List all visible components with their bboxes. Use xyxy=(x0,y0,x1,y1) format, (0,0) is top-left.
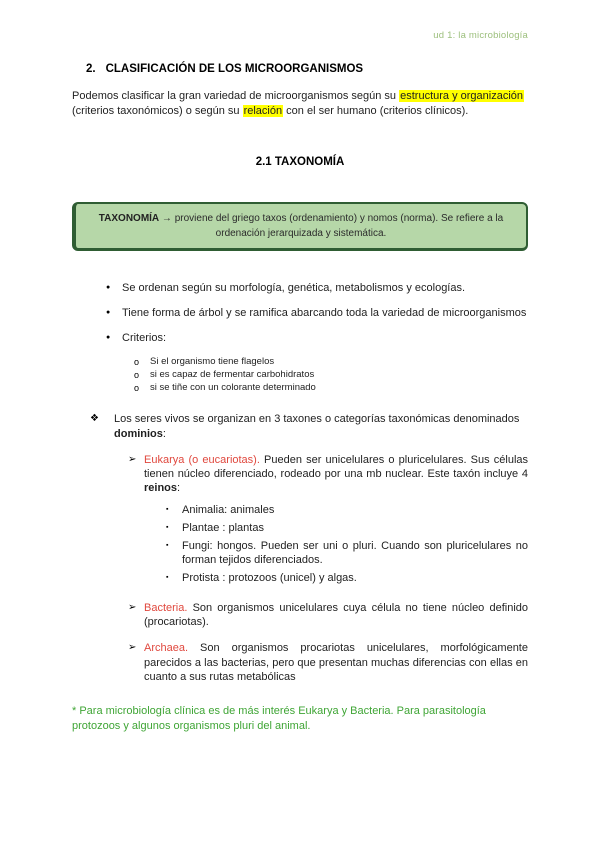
kingdom-item-text: Protista : protozoos (unicel) y algas. xyxy=(182,572,357,585)
list-item-text: Tiene forma de árbol y se ramifica abarcando toda la variedad de microorganismos xyxy=(122,307,527,320)
bullet-circle-icon: o xyxy=(134,370,140,381)
domain-archaea-description: Son organismos procariotas unicelulares, morfológicamente parecidos a las bacterias, pero que presentan muchas diferencias con ellas en cuanto a sus rutas metabólicas xyxy=(144,642,528,683)
list-item-criteria xyxy=(106,331,528,345)
kingdom-plantae-item xyxy=(166,521,528,535)
domain-bacteria-name: Bacteria. xyxy=(144,602,188,615)
arrow-bullet-icon: ➢ xyxy=(128,642,137,654)
domain-bacteria-text xyxy=(144,601,528,629)
intro-text-3: con el ser humano (criterios clínicos). xyxy=(283,104,469,117)
footnote: * Para microbiología clínica es de más interés Eukarya y Bacteria. Para parasitología protozoos y algunos organismos pluri del animal. xyxy=(72,704,486,733)
sublist-item-carbohydrates xyxy=(134,369,528,381)
bullet-circle-icon: o xyxy=(134,383,140,394)
highlight-structure-organization: estructura y organización xyxy=(400,90,524,102)
list-item-ordering xyxy=(106,281,528,295)
diamond-bullet-icon: ❖ xyxy=(90,413,99,425)
kingdom-item-text: Animalia: animales xyxy=(182,503,275,516)
square-bullet-icon: ▪ xyxy=(166,542,169,550)
sublist-item-text: si es capaz de fermentar carbohidratos xyxy=(150,369,315,381)
domains-intro-text-2: : xyxy=(162,427,166,440)
section-number: 2. xyxy=(86,63,96,75)
list-item-tree-shape xyxy=(106,306,528,320)
definition-body: → proviene del griego taxos (ordenamiento) y nomos (norma). Se refiere a la ordenación jerarquizada y sistemática. xyxy=(159,213,504,240)
kingdom-item-text: Fungi: hongos. Pueden ser uni o pluri. Cuando son pluricelulares no forman tejidos diferenciados. xyxy=(182,540,528,567)
list-item-text: Se ordenan según su morfología, genética, metabolismos y ecologías. xyxy=(122,282,466,295)
domains-intro-text-1: Los seres vivos se organizan en 3 taxones o categorías taxonómicas denominados xyxy=(114,413,520,426)
criteria-sublist xyxy=(106,356,528,394)
bullet-dot-icon: ● xyxy=(106,334,111,342)
definition-term: TAXONOMÍA xyxy=(98,213,160,225)
taxonomy-definition-box xyxy=(72,202,528,251)
highlight-relation: relación xyxy=(243,104,283,117)
domain-bacteria-description: Son organismos unicelulares cuya célula no tiene núcleo definido (procariotas). xyxy=(144,602,528,629)
intro-paragraph xyxy=(72,89,528,118)
square-bullet-icon: ▪ xyxy=(166,523,169,531)
domain-eukarya-text xyxy=(144,453,528,590)
domain-bacteria-item xyxy=(72,601,528,629)
domain-eukarya-description-1: Pueden ser unicelulares o pluricelulares. Sus células tienen núcleo diferenciado, rodeado por una mb nuclear. Este taxón incluye 4 xyxy=(144,453,529,480)
taxonomy-bullet-list xyxy=(72,281,528,394)
square-bullet-icon: ▪ xyxy=(166,574,169,582)
domains-intro-bold: dominios xyxy=(114,427,163,440)
kingdom-fungi-item xyxy=(166,539,528,567)
domain-eukarya-name: Eukarya (o eucariotas). xyxy=(144,453,260,466)
domain-archaea-text xyxy=(144,641,528,683)
definition-text xyxy=(92,211,510,241)
unit-label: ud 1: la microbiología xyxy=(433,30,528,41)
domain-archaea-item xyxy=(72,641,528,683)
domain-archaea-name: Archaea. xyxy=(144,642,189,655)
square-bullet-icon: ▪ xyxy=(166,505,169,513)
kingdom-animalia-item xyxy=(166,503,528,517)
bullet-dot-icon: ● xyxy=(106,309,111,317)
sublist-item-stain xyxy=(134,382,528,394)
domains-intro-item xyxy=(72,412,528,440)
domain-eukarya-item xyxy=(72,453,528,590)
sublist-item-flagella xyxy=(134,356,528,368)
bullet-circle-icon: o xyxy=(134,357,140,368)
eukarya-kingdoms-list xyxy=(144,503,528,585)
intro-text-2: (criterios taxonómicos) o según su xyxy=(72,104,243,117)
sublist-item-text: si se tiñe con un colorante determinado xyxy=(150,382,316,394)
kingdom-item-text: Plantae : plantas xyxy=(182,521,264,534)
arrow-bullet-icon: ➢ xyxy=(128,602,137,614)
domains-intro-text xyxy=(114,412,528,440)
sublist-item-text: Si el organismo tiene flagelos xyxy=(150,356,275,368)
page-header xyxy=(72,30,528,41)
domain-eukarya-description-2: : xyxy=(177,481,181,494)
bullet-dot-icon: ● xyxy=(106,284,111,292)
section-title xyxy=(86,63,528,75)
kingdom-protista-item xyxy=(166,571,528,585)
domain-eukarya-bold: reinos xyxy=(144,481,178,494)
section-title-text: CLASIFICACIÓN DE LOS MICROORGANISMOS xyxy=(105,63,364,75)
subsection-title: 2.1 TAXONOMÍA xyxy=(255,156,345,169)
list-item-text: Criterios: xyxy=(122,332,167,345)
intro-text-1: Podemos clasificar la gran variedad de microorganismos según su xyxy=(72,90,400,102)
arrow-bullet-icon: ➢ xyxy=(128,453,137,465)
